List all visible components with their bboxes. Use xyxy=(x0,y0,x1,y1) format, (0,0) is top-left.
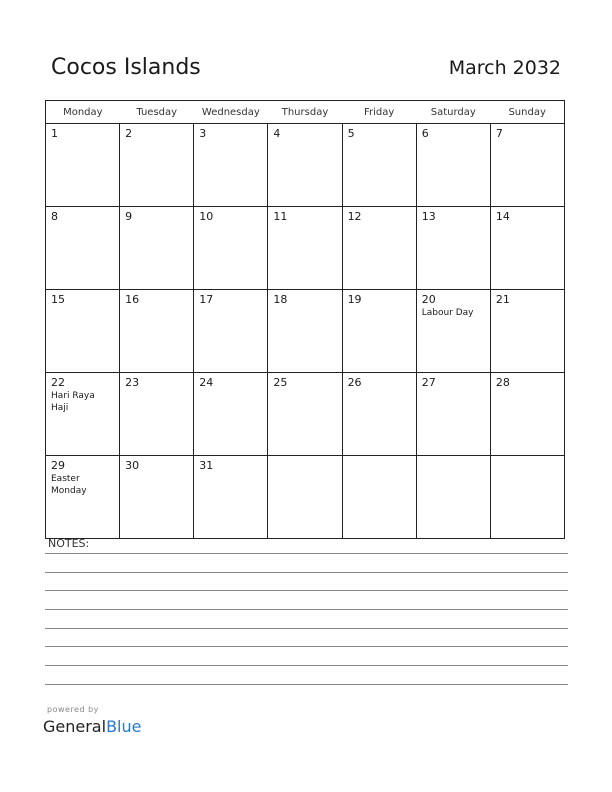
day-number: 8 xyxy=(51,210,58,223)
calendar-day-cell xyxy=(490,290,564,373)
calendar-day-cell xyxy=(46,124,120,207)
calendar-day-cell xyxy=(268,373,342,456)
notes-line xyxy=(45,665,568,666)
calendar-day-cell xyxy=(490,456,564,539)
calendar-week-row xyxy=(46,124,565,207)
calendar-day-cell xyxy=(342,373,416,456)
weekday-sunday: Sunday xyxy=(490,101,564,124)
calendar-day-cell xyxy=(416,290,490,373)
calendar-day-cell xyxy=(194,207,268,290)
day-number: 25 xyxy=(273,376,288,389)
calendar-grid xyxy=(45,100,565,539)
weekday-wednesday: Wednesday xyxy=(194,101,268,124)
notes-line xyxy=(45,684,568,685)
day-number: 17 xyxy=(199,293,214,306)
calendar-day-cell xyxy=(342,456,416,539)
day-number: 1 xyxy=(51,127,58,140)
holiday-label: Labour Day xyxy=(421,308,474,318)
day-number: 21 xyxy=(495,293,510,306)
calendar-day-cell xyxy=(416,373,490,456)
calendar-day-cell xyxy=(120,456,194,539)
day-number: 2 xyxy=(125,127,133,140)
calendar-week-row xyxy=(46,373,565,456)
day-number: 26 xyxy=(347,376,362,389)
calendar-day-cell xyxy=(268,456,342,539)
weekday-saturday: Saturday xyxy=(416,101,490,124)
holiday-label: Hari Raya Haji xyxy=(51,391,95,413)
calendar-day-cell xyxy=(342,124,416,207)
notes-line xyxy=(45,609,568,610)
generalblue-logo[interactable] xyxy=(43,717,141,736)
day-number: 6 xyxy=(421,127,429,140)
weekday-header-row xyxy=(46,101,565,124)
calendar-day-cell xyxy=(490,124,564,207)
day-number: 15 xyxy=(51,293,65,306)
calendar-day-cell xyxy=(120,373,194,456)
day-number: 7 xyxy=(495,127,503,140)
day-number: 24 xyxy=(199,376,214,389)
day-number: 9 xyxy=(125,210,133,223)
day-number: 18 xyxy=(273,293,288,306)
calendar-day-cell xyxy=(46,456,120,539)
day-number: 22 xyxy=(51,376,65,389)
weekday-thursday: Thursday xyxy=(268,101,342,124)
notes-line xyxy=(45,628,568,629)
day-number: 4 xyxy=(273,127,281,140)
calendar-day-cell xyxy=(490,207,564,290)
calendar-day-cell xyxy=(490,373,564,456)
day-number: 14 xyxy=(495,210,510,223)
notes-label: NOTES: xyxy=(48,537,90,550)
powered-by-text: powered by xyxy=(47,705,99,714)
day-number: 19 xyxy=(347,293,362,306)
notes-line xyxy=(45,572,568,573)
weekday-friday: Friday xyxy=(342,101,416,124)
calendar-day-cell xyxy=(46,290,120,373)
calendar-day-cell xyxy=(120,207,194,290)
calendar-day-cell xyxy=(46,373,120,456)
calendar-week-row xyxy=(46,207,565,290)
day-number: 28 xyxy=(495,376,510,389)
calendar-day-cell xyxy=(194,373,268,456)
calendar-day-cell xyxy=(416,456,490,539)
calendar-day-cell xyxy=(194,290,268,373)
calendar-day-cell xyxy=(268,124,342,207)
calendar-day-cell xyxy=(268,290,342,373)
calendar-day-cell xyxy=(416,124,490,207)
day-number: 31 xyxy=(199,459,214,472)
calendar-week-row xyxy=(46,290,565,373)
calendar-location-title: Cocos Islands xyxy=(51,55,201,80)
calendar-month-title: March 2032 xyxy=(448,57,561,79)
notes-line xyxy=(45,646,568,647)
day-number: 11 xyxy=(273,210,288,223)
calendar-day-cell xyxy=(268,207,342,290)
calendar-day-cell xyxy=(342,207,416,290)
calendar-week-row xyxy=(46,456,565,539)
day-number: 3 xyxy=(199,127,207,140)
holiday-label: Easter Monday xyxy=(51,474,87,496)
calendar-day-cell xyxy=(416,207,490,290)
day-number: 29 xyxy=(51,459,65,472)
notes-line xyxy=(45,590,568,591)
logo-blue-text: Blue xyxy=(106,717,142,736)
notes-line xyxy=(45,553,568,554)
day-number: 12 xyxy=(347,210,362,223)
calendar-day-cell xyxy=(46,207,120,290)
day-number: 27 xyxy=(421,376,436,389)
day-number: 5 xyxy=(347,127,355,140)
weekday-tuesday: Tuesday xyxy=(120,101,194,124)
day-number: 20 xyxy=(421,293,436,306)
calendar-day-cell xyxy=(194,456,268,539)
day-number: 16 xyxy=(125,293,140,306)
calendar-day-cell xyxy=(120,290,194,373)
day-number: 10 xyxy=(199,210,214,223)
calendar-day-cell xyxy=(342,290,416,373)
weekday-monday: Monday xyxy=(46,101,120,124)
calendar-day-cell xyxy=(194,124,268,207)
day-number: 30 xyxy=(125,459,140,472)
day-number: 13 xyxy=(421,210,436,223)
day-number: 23 xyxy=(125,376,140,389)
logo-general-text: General xyxy=(43,717,107,736)
calendar-day-cell xyxy=(120,124,194,207)
